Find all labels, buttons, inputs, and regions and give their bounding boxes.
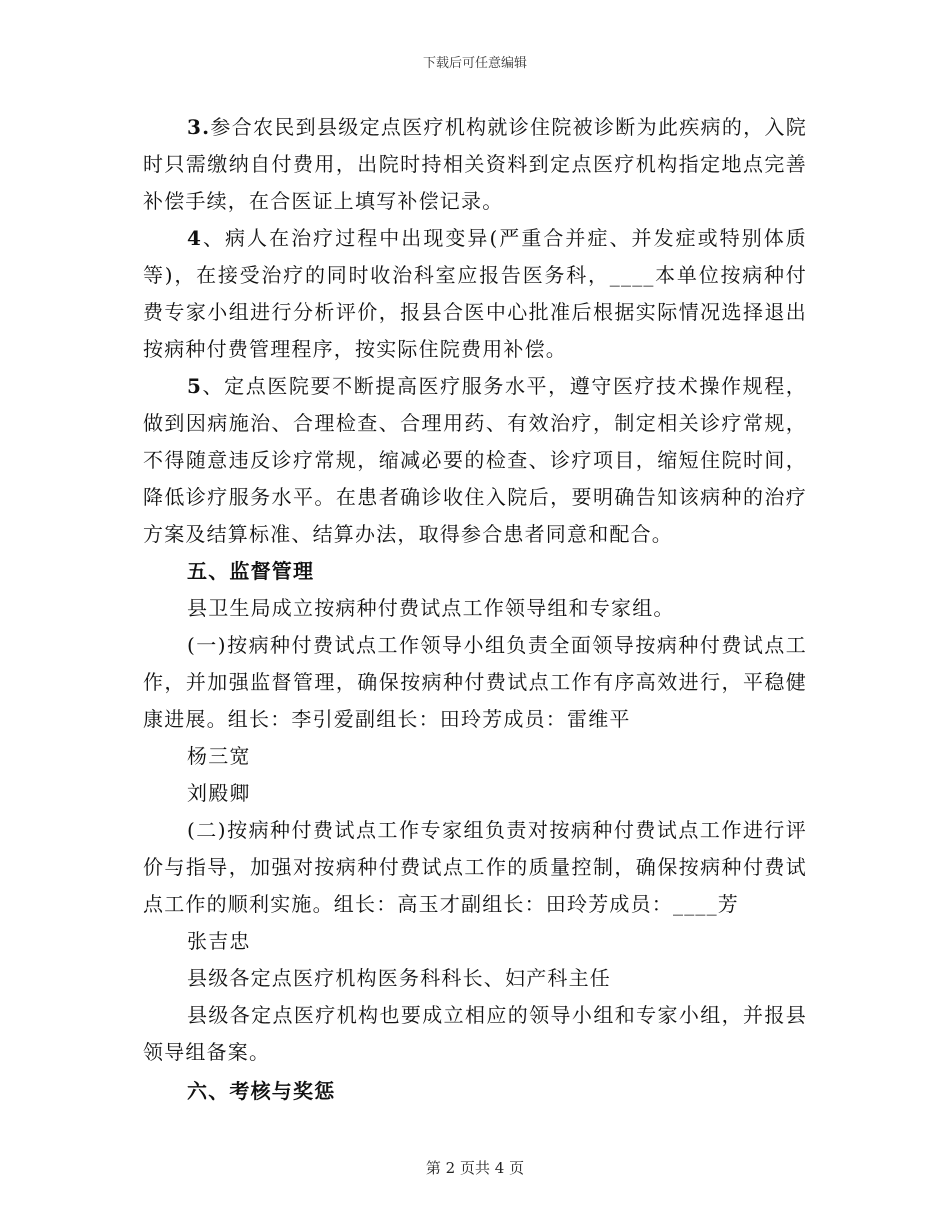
member-name: 刘殿卿 (187, 781, 251, 805)
paragraph-text: 、病人在治疗过程中出现变异(严重合并症、并发症或特别体质等)，在接受治疗的同时收治科室应报告医务科，____本单位按病种付费专家小组进行分析评价，报县合医中心批准后根据实际情况选择退出按病种付费管理程序，按实际住院费用补偿。 (143, 226, 807, 361)
page-header: 下载后可任意编辑 (422, 56, 527, 71)
paragraph-text: 参合农民到县级定点医疗机构就诊住院被诊断为此疾病的，入院时只需缴纳自付费用，出院时持相关资料到定点医疗机构指定地点完善补偿手续，在合医证上填写补偿记录。 (143, 115, 807, 213)
paragraph-item-3 (143, 109, 807, 220)
paragraph-item-5 (143, 368, 807, 553)
document-body (143, 109, 807, 1110)
item-number: 3. (187, 115, 211, 139)
item-number: 5 (187, 374, 203, 398)
paragraph-leadership-group: (一)按病种付费试点工作领导小组负责全面领导按病种付费试点工作，并加强监督管理，确保按病种付费试点工作有序高效进行，平稳健康进展。组长：李引爱副组长：田玲芳成员：雷维平 (143, 633, 807, 731)
paragraph-item-4 (143, 220, 807, 368)
section-heading-assessment: 六、考核与奖惩 (187, 1079, 336, 1103)
paragraph-text: 、定点医院要不断提高医疗服务水平，遵守医疗技术操作规程，做到因病施治、合理检查、合理用药、有效治疗，制定相关诊疗常规，不得随意违反诊疗常规，缩减必要的检查、诊疗项目，缩短住院时间，降低诊疗服务水平。在患者确诊收住入院后，要明确告知该病种的治疗方案及结算标准、结算办法，取得参合患者同意和配合。 (143, 374, 807, 546)
paragraph-groups: 县卫生局成立按病种付费试点工作领导组和专家组。 (187, 596, 675, 620)
page-footer: 第 2 页共 4 页 (425, 1159, 525, 1177)
section-heading-supervision: 五、监督管理 (187, 559, 315, 583)
paragraph-local-groups: 县级各定点医疗机构也要成立相应的领导小组和专家小组，并报县领导组备案。 (143, 1003, 807, 1064)
member-name: 张吉忠 (187, 929, 251, 953)
member-name: 杨三宽 (187, 744, 251, 768)
item-number: 4 (187, 226, 203, 250)
member-roles: 县级各定点医疗机构医务科科长、妇产科主任 (187, 966, 611, 990)
paragraph-expert-group: (二)按病种付费试点工作专家组负责对按病种付费试点工作进行评价与指导，加强对按病种付费试点工作的质量控制，确保按病种付费试点工作的顺利实施。组长：高玉才副组长：田玲芳成员：____芳 (143, 818, 807, 916)
